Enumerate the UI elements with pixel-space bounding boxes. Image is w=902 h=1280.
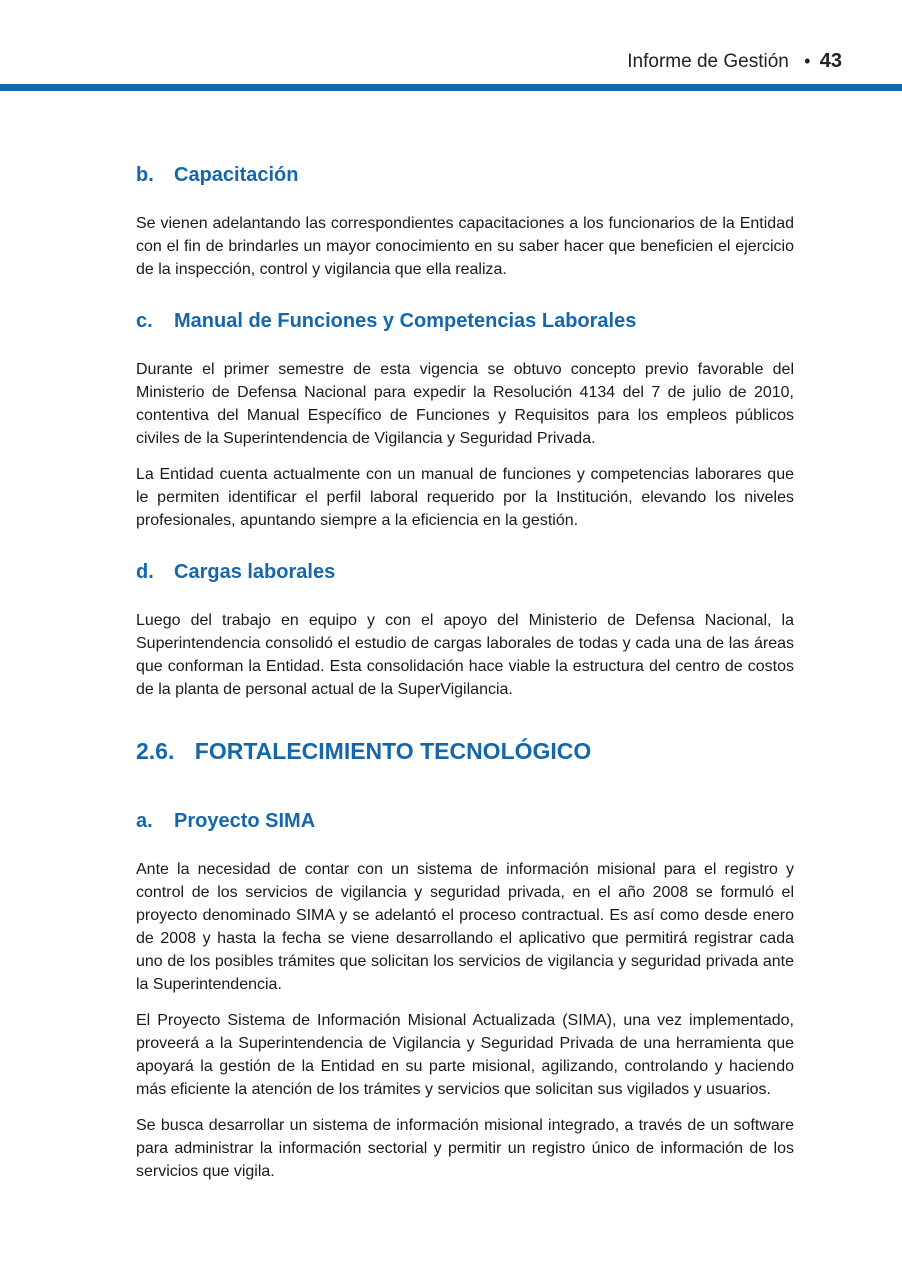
heading-title: Capacitación [174,164,299,186]
paragraph: El Proyecto Sistema de Información Misional Actualizada (SIMA), una vez implementado, proveerá a la Superintendencia de Vigilancia y Seguridad Privada de una herramienta que apoyará la gestión de la Entidad en su parte misional, agilizando, controlando y haciendo más eficiente la atención de los trámites y servicios que solicitan sus vigilados y usuarios. [136,1012,794,1098]
paragraph: Se busca desarrollar un sistema de información misional integrado, a través de un software para administrar la información sectorial y permitir un registro único de información de los servicios que vigila. [136,1117,794,1180]
heading-manual-funciones [136,306,794,336]
paragraph: Durante el primer semestre de esta vigencia se obtuvo concepto previo favorable del Ministerio de Defensa Nacional para expedir la Resolución 4134 del 7 de julio de 2010, contentiva del Manual Específico de Funciones y Requisitos para los empleos públicos civiles de la Superintendencia de Vigilancia y Seguridad Privada. [136,361,794,447]
heading-cargas-laborales [136,557,794,587]
paragraph: La Entidad cuenta actualmente con un manual de funciones y competencias laborares que le permiten identificar el perfil laboral requerido por la Institución, elevando los niveles profesionales, apuntando siempre a la eficiencia en la gestión. [136,466,794,529]
heading-letter: b. [136,164,154,186]
heading-title: Proyecto SIMA [174,810,316,832]
header-title: Informe de Gestión [627,51,789,72]
heading-letter: d. [136,561,154,583]
heading-letter: c. [136,310,153,332]
section-number: 2.6. [136,738,175,764]
page-content [136,160,794,1196]
heading-proyecto-sima [136,806,794,836]
paragraph: Se vienen adelantando las correspondientes capacitaciones a los funcionarios de la Entidad con el fin de brindarles un mayor conocimiento en su saber hacer que beneficien el ejercicio de la inspección, control y vigilancia que ella realiza. [136,215,794,278]
heading-capacitacion [136,160,794,190]
header-label [627,50,842,73]
heading-title: Manual de Funciones y Competencias Laborales [174,310,637,332]
header-bullet: • [804,51,811,71]
page-number: 43 [819,50,842,72]
heading-title: Cargas laborales [174,561,336,583]
paragraph: Ante la necesidad de contar con un sistema de información misional para el registro y control de los servicios de vigilancia y seguridad privada, en el año 2008 se formuló el proyecto denominado SIMA y se adelantó el proceso contractual. Es así como desde enero de 2008 y hasta la fecha se viene desarrollando el aplicativo que permitirá registrar cada uno de los posibles trámites que solicitan los servicios de vigilancia y seguridad privada ante la Superintendencia. [136,861,794,993]
section-title: FORTALECIMIENTO TECNOLÓGICO [194,738,592,764]
paragraph: Luego del trabajo en equipo y con el apoyo del Ministerio de Defensa Nacional, la Superintendencia consolidó el estudio de cargas laborales de todas y cada una de las áreas que conforman la Entidad. Esta consolidación hace viable la estructura del centro de costos de la planta de personal actual de la SuperVigilancia. [136,612,794,698]
heading-letter: a. [136,810,153,832]
page-header [0,0,902,92]
header-rule [0,84,902,91]
section-heading-fortalecimiento [136,734,794,768]
